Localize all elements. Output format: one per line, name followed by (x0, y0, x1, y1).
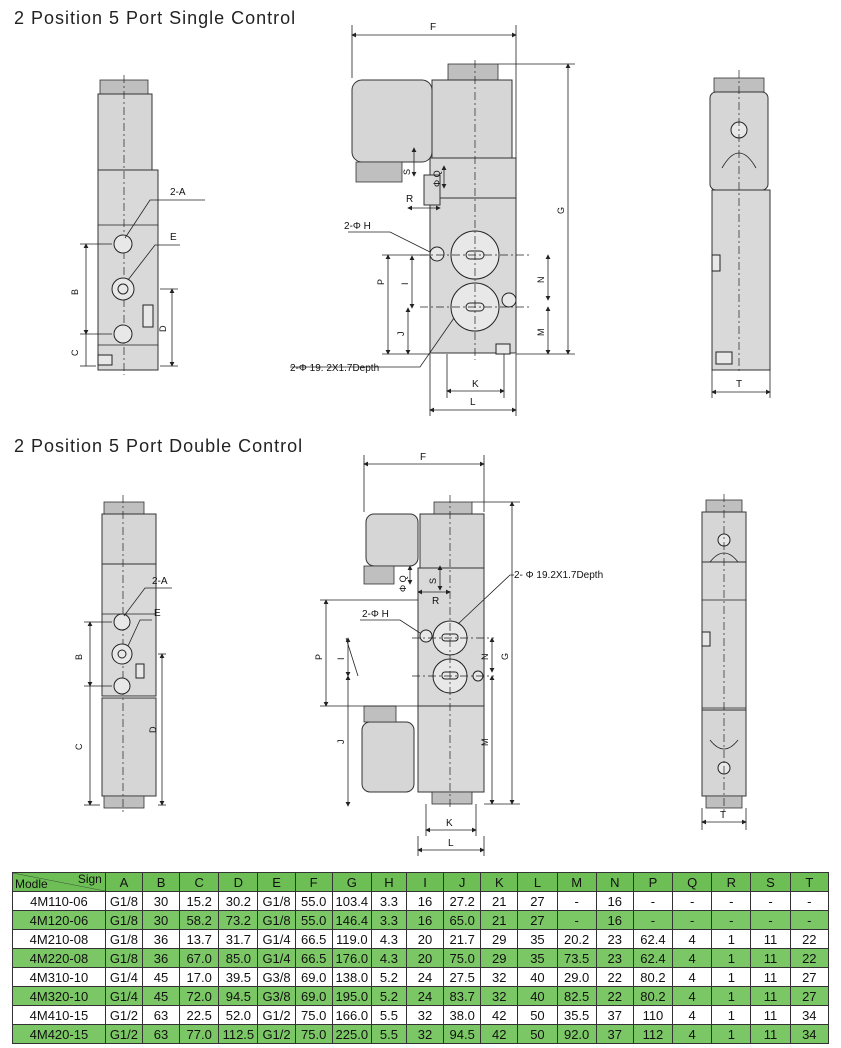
table-cell: 27 (790, 987, 828, 1006)
table-cell: 27 (518, 911, 557, 930)
table-cell: 32 (481, 968, 518, 987)
model-cell: 4M110-06 (13, 892, 106, 911)
table-cell: 55.0 (295, 892, 332, 911)
label-f: F (430, 22, 437, 33)
table-cell: 29 (481, 930, 518, 949)
table-cell: 94.5 (219, 987, 258, 1006)
table-cell: 1 (712, 968, 751, 987)
table-cell: G1/4 (258, 949, 295, 968)
table-cell: 20.2 (557, 930, 596, 949)
table-row (13, 1006, 829, 1025)
column-header-b: B (142, 873, 179, 892)
column-header-l: L (518, 873, 557, 892)
column-header-r: R (712, 873, 751, 892)
table-row (13, 1025, 829, 1044)
table-cell: 31.7 (219, 930, 258, 949)
table-cell: 29.0 (557, 968, 596, 987)
table-cell: G1/8 (105, 930, 142, 949)
single-control-title: 2 Position 5 Port Single Control (14, 8, 297, 28)
table-cell: - (633, 911, 672, 930)
label-g: G (556, 206, 566, 214)
table-cell: G1/2 (258, 1025, 295, 1044)
table-cell: 22 (790, 949, 828, 968)
label-p: P (376, 278, 386, 285)
table-cell: G1/4 (258, 930, 295, 949)
table-cell: 27 (518, 892, 557, 911)
table-cell: 40 (518, 987, 557, 1006)
table-cell: 80.2 (633, 968, 672, 987)
table-cell: 4 (673, 1006, 712, 1025)
table-cell: 67.0 (180, 949, 219, 968)
label-l: L (470, 397, 476, 408)
column-header-s: S (751, 873, 790, 892)
table-cell: 80.2 (633, 987, 672, 1006)
table-cell: 24 (406, 968, 443, 987)
single-side-view (290, 22, 575, 416)
label-t: T (736, 379, 743, 390)
column-header-q: Q (673, 873, 712, 892)
label-l-double: L (448, 838, 454, 849)
table-cell: 30.2 (219, 892, 258, 911)
label-q-double: Φ Q (398, 575, 408, 592)
single-end-view (710, 70, 770, 398)
table-cell: 146.4 (332, 911, 371, 930)
model-cell: 4M220-08 (13, 949, 106, 968)
column-header-n: N (596, 873, 633, 892)
label-e: E (170, 232, 177, 243)
table-row (13, 949, 829, 968)
table-cell: 16 (596, 911, 633, 930)
table-cell: 4 (673, 930, 712, 949)
double-end-view (702, 494, 746, 830)
double-front-view (74, 495, 172, 812)
column-header-k: K (481, 873, 518, 892)
label-d: D (158, 325, 168, 332)
table-cell: 5.5 (371, 1006, 406, 1025)
table-cell: 4 (673, 987, 712, 1006)
table-cell: 35.5 (557, 1006, 596, 1025)
table-cell: G1/8 (258, 892, 295, 911)
table-cell: 30 (142, 892, 179, 911)
label-b-double: B (74, 653, 84, 660)
model-cell: 4M410-15 (13, 1006, 106, 1025)
table-cell: 24 (406, 987, 443, 1006)
label-i-double: I (336, 657, 346, 660)
table-cell: - (557, 892, 596, 911)
label-2h: 2-Φ H (344, 221, 371, 232)
table-cell: 11 (751, 987, 790, 1006)
table-cell: 103.4 (332, 892, 371, 911)
column-header-a: A (105, 873, 142, 892)
table-cell: 112.5 (219, 1025, 258, 1044)
table-cell: 195.0 (332, 987, 371, 1006)
table-cell: 69.0 (295, 968, 332, 987)
label-f-double: F (420, 452, 427, 463)
table-cell: 37 (596, 1006, 633, 1025)
table-cell: 3.3 (371, 911, 406, 930)
table-cell: 30 (142, 911, 179, 930)
table-cell: 11 (751, 1025, 790, 1044)
label-t-double: T (720, 810, 727, 821)
table-cell: 23 (596, 949, 633, 968)
table-cell: 4.3 (371, 949, 406, 968)
column-header-j: J (444, 873, 481, 892)
table-cell: 5.2 (371, 987, 406, 1006)
table-cell: 63 (142, 1006, 179, 1025)
column-header-h: H (371, 873, 406, 892)
table-cell: G1/8 (105, 949, 142, 968)
table-cell: 55.0 (295, 911, 332, 930)
label-i: I (400, 282, 410, 285)
label-p-double: P (314, 653, 324, 660)
table-cell: - (751, 911, 790, 930)
table-cell: - (790, 892, 828, 911)
label-b: B (70, 288, 80, 295)
table-cell: 73.5 (557, 949, 596, 968)
table-cell: 39.5 (219, 968, 258, 987)
table-header-row (13, 873, 829, 892)
table-cell: 4 (673, 1025, 712, 1044)
table-cell: 5.5 (371, 1025, 406, 1044)
model-cell: 4M420-15 (13, 1025, 106, 1044)
table-cell: 225.0 (332, 1025, 371, 1044)
table-cell: 13.7 (180, 930, 219, 949)
label-q: Φ Q (432, 170, 442, 187)
label-j-double: J (336, 739, 346, 744)
table-cell: 1 (712, 930, 751, 949)
table-cell: 15.2 (180, 892, 219, 911)
table-cell: 27.2 (444, 892, 481, 911)
table-cell: G1/8 (105, 911, 142, 930)
label-k-double: K (446, 818, 453, 829)
model-cell: 4M310-10 (13, 968, 106, 987)
table-row (13, 911, 829, 930)
column-header-f: F (295, 873, 332, 892)
table-cell: - (712, 911, 751, 930)
table-cell: 11 (751, 949, 790, 968)
label-s: S (402, 168, 412, 175)
table-cell: 72.0 (180, 987, 219, 1006)
column-header-g: G (332, 873, 371, 892)
table-cell: 119.0 (332, 930, 371, 949)
table-cell: 176.0 (332, 949, 371, 968)
double-side-view (314, 452, 603, 856)
table-cell: 27 (790, 968, 828, 987)
table-cell: 65.0 (444, 911, 481, 930)
label-g-double: G (500, 652, 510, 660)
corner-sign-label: Sign (77, 872, 102, 886)
specification-table (12, 872, 829, 1044)
table-cell: 16 (406, 892, 443, 911)
table-cell: 45 (142, 987, 179, 1006)
label-depth-double: 2- Φ 19.2X1.7Depth (514, 570, 604, 581)
label-c: C (70, 349, 80, 356)
table-cell: G1/2 (105, 1025, 142, 1044)
table-cell: 112 (633, 1025, 672, 1044)
table-cell: 138.0 (332, 968, 371, 987)
column-header-c: C (180, 873, 219, 892)
table-cell: G1/2 (105, 1006, 142, 1025)
table-cell: - (633, 892, 672, 911)
table-cell: 63 (142, 1025, 179, 1044)
table-cell: 23 (596, 930, 633, 949)
table-row (13, 892, 829, 911)
table-cell: 110 (633, 1006, 672, 1025)
table-row (13, 930, 829, 949)
table-cell: 29 (481, 949, 518, 968)
table-cell: 62.4 (633, 930, 672, 949)
table-cell: G1/8 (105, 892, 142, 911)
table-cell: 75.0 (295, 1006, 332, 1025)
table-cell: 77.0 (180, 1025, 219, 1044)
table-cell: 66.5 (295, 930, 332, 949)
table-cell: 22 (596, 968, 633, 987)
table-cell: - (673, 911, 712, 930)
table-body (13, 892, 829, 1044)
table-cell: - (673, 892, 712, 911)
table-cell: - (557, 911, 596, 930)
label-s-double: S (428, 577, 438, 584)
table-cell: G1/2 (258, 1006, 295, 1025)
label-2a-double: 2-A (152, 576, 168, 587)
table-cell: 73.2 (219, 911, 258, 930)
table-cell: 166.0 (332, 1006, 371, 1025)
label-r-double: R (432, 596, 440, 607)
table-cell: 50 (518, 1006, 557, 1025)
table-row (13, 987, 829, 1006)
table-cell: 62.4 (633, 949, 672, 968)
table-cell: 21 (481, 911, 518, 930)
table-cell: 4.3 (371, 930, 406, 949)
table-corner-cell (13, 873, 106, 892)
table-cell: 1 (712, 1025, 751, 1044)
table-cell: G1/4 (105, 987, 142, 1006)
column-header-t: T (790, 873, 828, 892)
column-header-e: E (258, 873, 295, 892)
table-cell: 75.0 (444, 949, 481, 968)
column-header-m: M (557, 873, 596, 892)
table-row (13, 968, 829, 987)
table-cell: - (751, 892, 790, 911)
table-cell: 3.3 (371, 892, 406, 911)
table-cell: 32 (481, 987, 518, 1006)
table-cell: G1/8 (258, 911, 295, 930)
table-cell: 4 (673, 949, 712, 968)
table-cell: 22 (596, 987, 633, 1006)
label-2h-double: 2-Φ H (362, 609, 389, 620)
table-cell: 22.5 (180, 1006, 219, 1025)
label-d-double: D (148, 726, 158, 733)
table-cell: 5.2 (371, 968, 406, 987)
table-cell: 11 (751, 968, 790, 987)
label-2a: 2-A (170, 187, 186, 198)
label-r: R (406, 194, 414, 205)
table-cell: 35 (518, 930, 557, 949)
table-cell: 94.5 (444, 1025, 481, 1044)
table-cell: 75.0 (295, 1025, 332, 1044)
model-cell: 4M120-06 (13, 911, 106, 930)
table-cell: 21.7 (444, 930, 481, 949)
table-cell: 21 (481, 892, 518, 911)
table-cell: 69.0 (295, 987, 332, 1006)
table-cell: 85.0 (219, 949, 258, 968)
table-cell: 1 (712, 987, 751, 1006)
table-cell: - (712, 892, 751, 911)
model-cell: 4M320-10 (13, 987, 106, 1006)
table-cell: G3/8 (258, 987, 295, 1006)
table-cell: 42 (481, 1025, 518, 1044)
table-cell: 11 (751, 930, 790, 949)
table-cell: 20 (406, 930, 443, 949)
column-header-i: I (406, 873, 443, 892)
corner-model-label: Modle (15, 877, 48, 891)
table-cell: G1/4 (105, 968, 142, 987)
table-cell: 52.0 (219, 1006, 258, 1025)
column-header-d: D (219, 873, 258, 892)
label-depth-single: 2-Φ 19. 2X1.7Depth (290, 363, 380, 374)
label-n-double: N (480, 653, 490, 660)
label-n: N (536, 276, 546, 283)
table-cell: 16 (596, 892, 633, 911)
table-cell: 22 (790, 930, 828, 949)
label-j: J (396, 331, 406, 336)
label-e-double: E (154, 608, 161, 619)
double-control-title: 2 Position 5 Port Double Control (14, 436, 304, 456)
table-cell: 36 (142, 949, 179, 968)
table-cell: 27.5 (444, 968, 481, 987)
table-cell: - (790, 911, 828, 930)
table-cell: 92.0 (557, 1025, 596, 1044)
table-cell: 82.5 (557, 987, 596, 1006)
table-cell: 38.0 (444, 1006, 481, 1025)
table-cell: 32 (406, 1025, 443, 1044)
table-cell: 37 (596, 1025, 633, 1044)
table-cell: 17.0 (180, 968, 219, 987)
table-cell: 11 (751, 1006, 790, 1025)
column-header-p: P (633, 873, 672, 892)
label-m: M (536, 328, 546, 336)
table-cell: 58.2 (180, 911, 219, 930)
table-cell: 34 (790, 1006, 828, 1025)
table-cell: 35 (518, 949, 557, 968)
table-cell: G3/8 (258, 968, 295, 987)
table-cell: 45 (142, 968, 179, 987)
label-m-double: M (480, 738, 490, 746)
table-cell: 20 (406, 949, 443, 968)
label-k: K (472, 379, 479, 390)
table-cell: 1 (712, 1006, 751, 1025)
table-cell: 16 (406, 911, 443, 930)
table-cell: 50 (518, 1025, 557, 1044)
table-cell: 32 (406, 1006, 443, 1025)
label-c-double: C (74, 743, 84, 750)
table-cell: 66.5 (295, 949, 332, 968)
table-cell: 36 (142, 930, 179, 949)
single-front-view (70, 75, 205, 375)
model-cell: 4M210-08 (13, 930, 106, 949)
table-cell: 83.7 (444, 987, 481, 1006)
table-cell: 1 (712, 949, 751, 968)
table-cell: 4 (673, 968, 712, 987)
table-cell: 34 (790, 1025, 828, 1044)
table-cell: 40 (518, 968, 557, 987)
table-cell: 42 (481, 1006, 518, 1025)
